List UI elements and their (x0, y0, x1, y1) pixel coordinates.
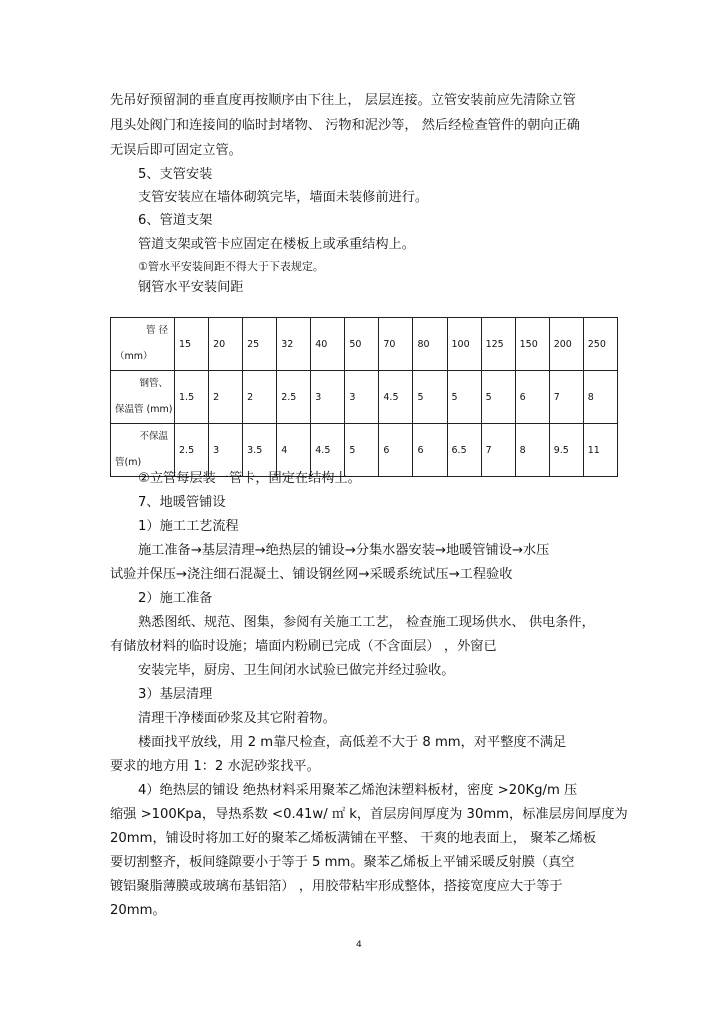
table-cell: 3 (209, 424, 243, 477)
row-header-top: 不保温 (139, 431, 168, 442)
table-cell: 50 (345, 318, 379, 371)
table-cell: 3 (311, 371, 345, 424)
table-caption: 钢管水平安装间距 (138, 280, 244, 295)
table-cell: 11 (583, 424, 617, 477)
table-row (111, 371, 618, 424)
table-cell: 6 (379, 424, 413, 477)
body-line: 要求的地方用 1：2 水泥砂浆找平。 (110, 759, 320, 774)
table-cell: 3 (345, 371, 379, 424)
sub-heading: 3）基层清理 (138, 687, 213, 702)
table-row (111, 318, 618, 371)
table-cell: 5 (413, 371, 447, 424)
section-heading: 6、管道支架 (138, 213, 213, 228)
table-cell: 100 (447, 318, 481, 371)
body-line: 无误后即可固定立管。 (110, 143, 242, 158)
page-number: 4 (356, 940, 362, 950)
table-cell: 5 (345, 424, 379, 477)
table-cell: 2.5 (277, 371, 311, 424)
table-cell: 3.5 (243, 424, 277, 477)
table-cell: 40 (311, 318, 345, 371)
body-line: 有储放材料的临时设施；墙面内粉刷已完成（不含面层） ，外窗已 (110, 639, 497, 654)
row-header (111, 318, 175, 371)
table-cell: 7 (481, 424, 515, 477)
body-line: 施工准备→基层清理→绝热层的铺设→分集水器安装→地暖管铺设→水压 (138, 543, 550, 558)
table-cell: 15 (175, 318, 209, 371)
body-line: 安装完毕，厨房、卫生间闭水试验已做完并经过验收。 (138, 663, 455, 678)
body-line: 4）绝热层的铺设 绝热材料采用聚苯乙烯泡沫塑料板材，密度 >20Kg/m 压 (138, 783, 578, 798)
body-line: 支管安装应在墙体砌筑完毕，墙面未装修前进行。 (138, 190, 429, 205)
row-header-bottom: 保温管 (mm) (115, 404, 173, 415)
row-header-top: 钢管、 (139, 378, 168, 389)
table-cell: 5 (481, 371, 515, 424)
row-header (111, 424, 175, 477)
body-line: 缩强 >100Kpa，导热系数 <0.41w/ ㎡ k，首层房间厚度为 30mm，标准层房间厚度为 (110, 807, 628, 822)
body-line: 镀铝聚脂薄膜或玻璃布基铝箔） ，用胶带粘牢形成整体，搭接宽度应大于等于 (110, 879, 563, 894)
table-cell: 2 (243, 371, 277, 424)
table-cell: 25 (243, 318, 277, 371)
body-line: 楼面找平放线，用 2 m靠尺检查，高低差不大于 8 mm，对平整度不满足 (138, 735, 567, 750)
body-line: ②立管每层装一管卡，固定在结构上。 (138, 471, 361, 486)
table-cell: 150 (515, 318, 549, 371)
body-line: 要切割整齐，板间缝隙要小于等于 5 mm。聚苯乙烯板上平铺采暖反射膜（真空 (110, 855, 575, 870)
sub-heading: 2）施工准备 (138, 591, 213, 606)
body-line: 甩头处阀门和连接间的临时封堵物、 污物和泥沙等， 然后经检查管件的朝向正确 (110, 118, 580, 133)
table-cell: 4.5 (311, 424, 345, 477)
row-header (111, 371, 175, 424)
table-cell: 32 (277, 318, 311, 371)
body-line: 试验并保压→浇注细石混凝土、铺设钢丝网→采暖系统试压→工程验收 (110, 567, 513, 582)
body-line: 先吊好预留洞的垂直度再按顺序由下往上， 层层连接。立管安装前应先清除立管 (110, 93, 576, 108)
body-line: 清理干净楼面砂浆及其它附着物。 (138, 711, 336, 726)
table-cell: 125 (481, 318, 515, 371)
table-cell: 2 (209, 371, 243, 424)
body-line: 20mm，铺设时将加工好的聚苯乙烯板满铺在平整、 干爽的地表面上， 聚苯乙烯板 (110, 831, 597, 846)
table-cell: 250 (583, 318, 617, 371)
sub-heading: 1）施工工艺流程 (138, 519, 239, 534)
table-cell: 6 (515, 371, 549, 424)
body-line: 管道支架或管卡应固定在楼板上或承重结构上。 (138, 237, 415, 252)
table-cell: 6.5 (447, 424, 481, 477)
section-heading: 7、地暖管铺设 (138, 495, 226, 510)
table-cell: 20 (209, 318, 243, 371)
table-cell: 8 (515, 424, 549, 477)
table-cell: 4.5 (379, 371, 413, 424)
table-cell: 5 (447, 371, 481, 424)
table-cell: 1.5 (175, 371, 209, 424)
body-line: 熟悉图纸、规范、图集，参阅有关施工工艺， 检查施工现场供水、 供电条件， (138, 615, 595, 630)
table-cell: 6 (413, 424, 447, 477)
row-header-bottom: （mm） (115, 351, 153, 362)
pipe-spacing-table (110, 317, 618, 477)
table-cell: 70 (379, 318, 413, 371)
row-header-bottom: 管(m) (115, 457, 142, 468)
table-cell: 80 (413, 318, 447, 371)
section-heading: 5、支管安装 (138, 167, 213, 182)
table-row (111, 424, 618, 477)
body-line: 20mm。 (110, 903, 166, 918)
table-cell: 8 (583, 371, 617, 424)
table-cell: 2.5 (175, 424, 209, 477)
table-cell: 9.5 (549, 424, 583, 477)
table-cell: 200 (549, 318, 583, 371)
row-header-top: 管 径 (145, 325, 168, 336)
table-cell: 4 (277, 424, 311, 477)
body-line: ①管水平安装间距不得大于下表规定。 (138, 260, 324, 273)
table-cell: 7 (549, 371, 583, 424)
